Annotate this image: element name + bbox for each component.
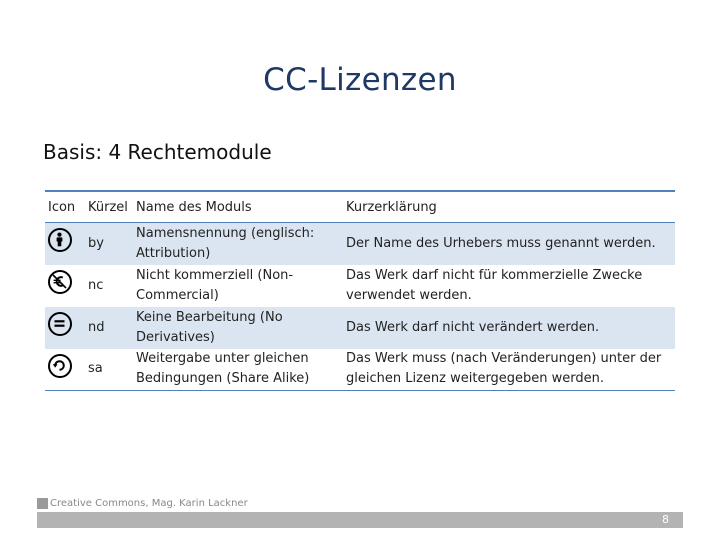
table-header-row [45, 191, 675, 223]
header-kuerzel: Kürzel [88, 191, 136, 223]
non-commercial-euro-icon [48, 270, 72, 294]
modules-table [45, 190, 675, 391]
footer-mark [37, 498, 48, 509]
no-derivatives-equals-icon [48, 312, 72, 336]
name-cell: Weitergabe unter gleichen Bedingungen (Share Alike) [136, 349, 346, 391]
kuerzel-cell: nd [88, 307, 136, 349]
table-row [45, 307, 675, 349]
table-row [45, 265, 675, 307]
footer-bar [37, 512, 683, 528]
kuerzel-cell: by [88, 223, 136, 265]
kuerzel-cell: nc [88, 277, 104, 293]
kurzerklaerung-cell: Das Werk darf nicht verändert werden. [346, 307, 675, 349]
slide-subtitle: Basis: 4 Rechtemodule [43, 140, 272, 164]
kurzerklaerung-cell: Das Werk muss (nach Veränderungen) unter der gleichen Lizenz weitergegeben werden. [346, 349, 675, 391]
slide-title: CC-Lizenzen [263, 62, 457, 98]
name-cell: Keine Bearbeitung (No Derivatives) [136, 307, 346, 349]
table-row [45, 349, 675, 391]
page-number: 8 [662, 513, 669, 526]
footer-credit: Creative Commons, Mag. Karin Lackner [50, 498, 248, 509]
attribution-person-icon [48, 228, 72, 252]
kurzerklaerung-cell: Der Name des Urhebers muss genannt werden. [346, 223, 675, 265]
kurzerklaerung-cell: Das Werk darf nicht für kommerzielle Zwecke verwendet werden. [346, 267, 643, 303]
header-kurzerklaerung: Kurzerklärung [346, 191, 675, 223]
name-cell: Nicht kommerziell (Non-Commercial) [136, 267, 294, 303]
share-alike-icon [48, 354, 72, 378]
name-cell: Namensnennung (englisch: Attribution) [136, 223, 346, 265]
header-icon: Icon [45, 191, 88, 223]
kuerzel-cell: sa [88, 349, 136, 391]
table-row [45, 223, 675, 265]
header-name: Name des Moduls [136, 191, 346, 223]
